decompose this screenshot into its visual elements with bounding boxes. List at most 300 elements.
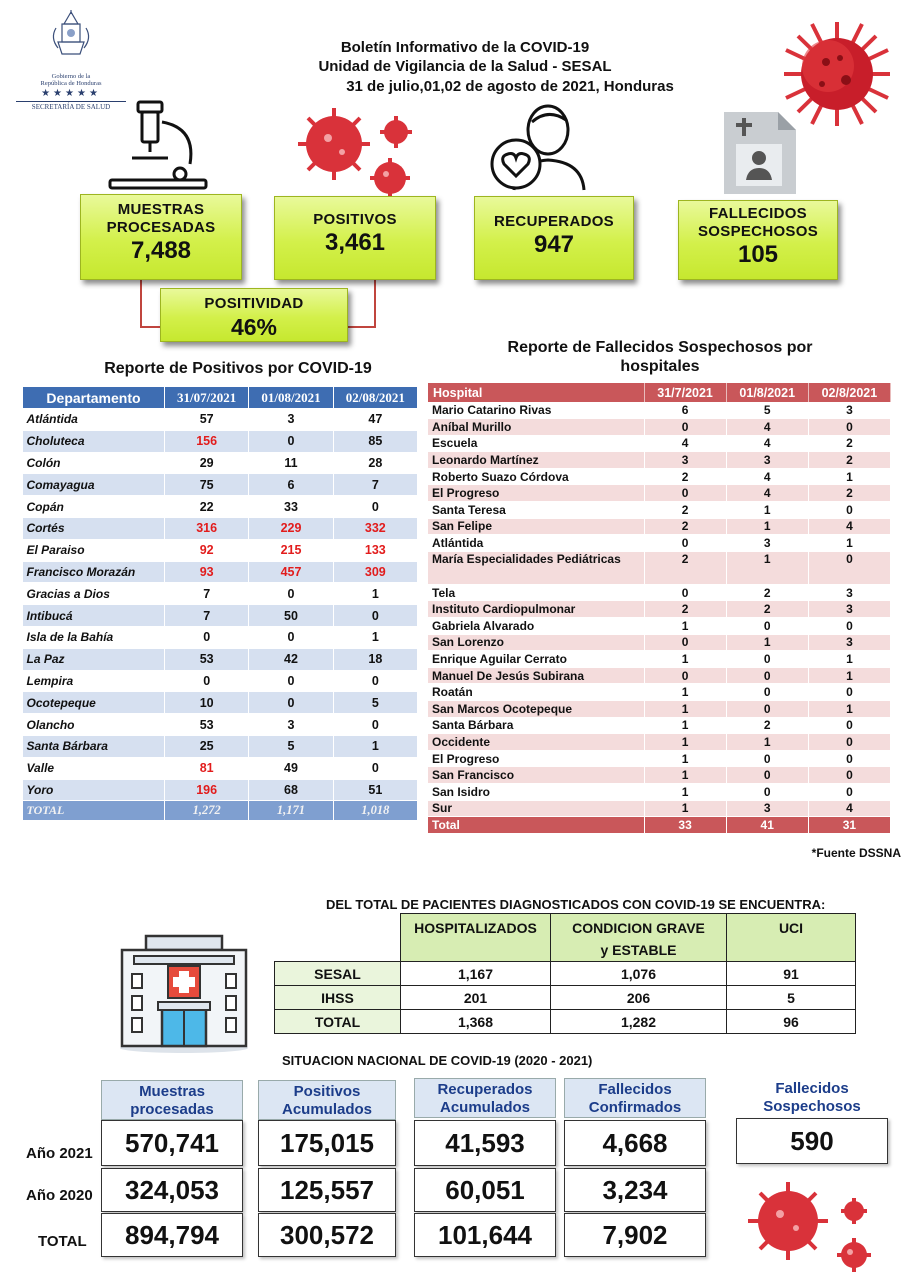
value-cell: 196: [165, 779, 249, 801]
departamento-cell: Atlántida: [23, 409, 165, 431]
value-cell: 1: [726, 734, 808, 751]
microscope-icon: [108, 98, 208, 190]
institution-cell: TOTAL: [275, 1010, 401, 1034]
value-cell: 50: [249, 605, 333, 627]
value-cell: 5: [727, 986, 856, 1010]
situacion-col-header: [564, 1078, 706, 1118]
value-cell: 1,282: [551, 1010, 727, 1034]
muestras-label-2: PROCESADAS: [106, 219, 216, 236]
diag-header-row: [275, 914, 856, 962]
col-date-3: 02/08/2021: [333, 387, 417, 409]
value-cell: 2: [644, 601, 726, 618]
value-cell: 1: [726, 518, 808, 535]
logo-line3: SECRETARÍA DE SALUD: [31, 103, 111, 112]
value-cell: 51: [333, 779, 417, 801]
table-row: [428, 535, 891, 552]
value-cell: 5: [726, 402, 808, 419]
table-row: [428, 419, 891, 436]
value-cell: 2: [726, 584, 808, 601]
total-row: [23, 801, 418, 821]
total-cell: 31: [808, 817, 890, 834]
value-cell: 215: [249, 539, 333, 561]
value-cell: 3: [249, 714, 333, 736]
table-row: [428, 750, 891, 767]
value-cell: 1,167: [401, 962, 551, 986]
value-cell: 332: [333, 517, 417, 539]
value-cell: 3: [726, 800, 808, 817]
value-cell: 18: [333, 648, 417, 670]
situacion-col-header: [101, 1080, 243, 1120]
total-cell: 1,272: [165, 801, 249, 821]
value-cell: 4: [726, 485, 808, 502]
total-cell: 41: [726, 817, 808, 834]
value-cell: 0: [165, 670, 249, 692]
departamento-cell: Comayagua: [23, 474, 165, 496]
value-cell: 4: [808, 518, 890, 535]
value-cell: 91: [727, 962, 856, 986]
departamento-cell: Olancho: [23, 714, 165, 736]
table-row: [428, 783, 891, 800]
fallecidos-title-line2: hospitales: [620, 358, 700, 375]
value-cell: 0: [726, 684, 808, 701]
col-header-line2: Acumulados: [281, 1101, 372, 1118]
situacion-title: SITUACION NACIONAL DE COVID-19 (2020 - 2021): [282, 1053, 593, 1068]
value-cell: 0: [333, 714, 417, 736]
col-header-line1: Fallecidos: [598, 1081, 672, 1098]
value-cell: 0: [249, 670, 333, 692]
value-cell: 68: [249, 779, 333, 801]
fallecidos-value: 105: [737, 241, 779, 268]
hospital-cell: San Lorenzo: [428, 634, 644, 651]
value-cell: 7: [165, 583, 249, 605]
hospital-cell: San Marcos Ocotepeque: [428, 701, 644, 718]
situacion-col-header: [414, 1078, 556, 1118]
table-row: [275, 1010, 856, 1034]
value-cell: 1: [644, 684, 726, 701]
departamento-cell: Intibucá: [23, 605, 165, 627]
table-row: [428, 485, 891, 502]
value-cell: 0: [726, 783, 808, 800]
value-cell: 133: [333, 539, 417, 561]
value-cell: 3: [808, 634, 890, 651]
value-cell: 5: [249, 735, 333, 757]
col-header-line1: Recuperados: [437, 1081, 533, 1098]
table-row: [428, 634, 891, 651]
virus-group-icon: [290, 102, 420, 198]
value-cell: 3: [808, 402, 890, 419]
departamento-cell: Ocotepeque: [23, 692, 165, 714]
value-cell: 3: [808, 601, 890, 618]
value-cell: 28: [333, 452, 417, 474]
hospital-cell: Santa Teresa: [428, 502, 644, 519]
col-date-1: 31/07/2021: [165, 387, 249, 409]
hospital-cell: Atlántida: [428, 535, 644, 552]
table-row: [428, 701, 891, 718]
value-cell: 0: [808, 502, 890, 519]
value-cell: 0: [333, 496, 417, 518]
situacion-value: 3,234: [564, 1168, 706, 1212]
value-cell: 0: [726, 618, 808, 635]
situacion-value: 590: [736, 1118, 888, 1164]
value-cell: 0: [333, 757, 417, 779]
table-row: [23, 757, 418, 779]
value-cell: 7: [333, 474, 417, 496]
table-row: [428, 734, 891, 751]
col-date-2: 01/08/2021: [249, 387, 333, 409]
diagnosticados-title: DEL TOTAL DE PACIENTES DIAGNOSTICADOS CON COVID-19 SE ENCUENTRA:: [326, 897, 826, 912]
value-cell: 4: [726, 435, 808, 452]
value-cell: 0: [808, 618, 890, 635]
table-row: [23, 539, 418, 561]
table-row: [23, 779, 418, 801]
situacion-value: 570,741: [101, 1120, 243, 1166]
bulletin-subtitle: Unidad de Vigilancia de la Salud - SESAL: [318, 58, 612, 75]
table-row: [23, 452, 418, 474]
situacion-col-header: [258, 1080, 396, 1120]
departamento-cell: Choluteca: [23, 430, 165, 452]
situacion-value: 894,794: [101, 1213, 243, 1257]
positivos-header-row: [23, 387, 418, 409]
value-cell: 6: [644, 402, 726, 419]
value-cell: 0: [808, 767, 890, 784]
hospital-cell: El Progreso: [428, 750, 644, 767]
table-row: [428, 452, 891, 469]
value-cell: 49: [249, 757, 333, 779]
hospital-cell: Occidente: [428, 734, 644, 751]
value-cell: 53: [165, 648, 249, 670]
value-cell: 75: [165, 474, 249, 496]
value-cell: 2: [644, 551, 726, 584]
table-row: [428, 618, 891, 635]
value-cell: 0: [808, 717, 890, 734]
situacion-value: 4,668: [564, 1120, 706, 1166]
value-cell: 0: [333, 670, 417, 692]
fallecidos-label-1: FALLECIDOS: [708, 205, 807, 222]
logo-line1: Gobierno de la: [51, 73, 91, 80]
total-label: TOTAL: [23, 801, 165, 821]
value-cell: 316: [165, 517, 249, 539]
departamento-cell: El Paraiso: [23, 539, 165, 561]
table-row: [428, 584, 891, 601]
situacion-row-label: Año 2020: [26, 1187, 93, 1204]
table-row: [23, 583, 418, 605]
value-cell: 156: [165, 430, 249, 452]
hospital-cell: Sur: [428, 800, 644, 817]
value-cell: 1,076: [551, 962, 727, 986]
situacion-col-header: [736, 1078, 888, 1118]
positivos-kpi: [274, 196, 436, 280]
coat-of-arms-icon: [12, 8, 130, 68]
hospital-cell: Instituto Cardiopulmonar: [428, 601, 644, 618]
deceased-record-icon: [722, 110, 798, 196]
col-uci: UCI: [727, 914, 856, 962]
table-row: [428, 767, 891, 784]
value-cell: 1: [644, 651, 726, 668]
value-cell: 2: [644, 468, 726, 485]
table-row: [23, 430, 418, 452]
value-cell: 0: [644, 419, 726, 436]
recuperados-label: RECUPERADOS: [494, 213, 614, 230]
value-cell: 1: [644, 618, 726, 635]
value-cell: 1: [726, 551, 808, 584]
col-header-line2: Sospechosos: [763, 1098, 861, 1115]
value-cell: 93: [165, 561, 249, 583]
value-cell: 22: [165, 496, 249, 518]
col-header-line2: procesadas: [130, 1101, 214, 1118]
value-cell: 1: [808, 651, 890, 668]
table-row: [23, 735, 418, 757]
col-header-line2: Acumulados: [439, 1099, 530, 1116]
diagnosticados-table: [274, 913, 856, 1034]
table-row: [428, 518, 891, 535]
fallecidos-table: [428, 383, 891, 834]
col-header-line2: Confirmados: [588, 1099, 682, 1116]
table-row: [428, 800, 891, 817]
value-cell: 0: [808, 419, 890, 436]
positivos-label: POSITIVOS: [313, 211, 397, 228]
table-row: [428, 468, 891, 485]
table-row: [23, 670, 418, 692]
departamento-cell: Gracias a Dios: [23, 583, 165, 605]
value-cell: 1: [333, 626, 417, 648]
value-cell: 0: [808, 783, 890, 800]
value-cell: 0: [808, 734, 890, 751]
value-cell: 0: [249, 430, 333, 452]
value-cell: 2: [644, 502, 726, 519]
hospital-cell: Gabriela Alvarado: [428, 618, 644, 635]
hospital-cell: Aníbal Murillo: [428, 419, 644, 436]
fallecidos-sospechosos-kpi: [678, 200, 838, 280]
value-cell: 85: [333, 430, 417, 452]
value-cell: 0: [644, 584, 726, 601]
institution-cell: IHSS: [275, 986, 401, 1010]
departamento-cell: Lempira: [23, 670, 165, 692]
situacion-value: 125,557: [258, 1168, 396, 1212]
table-row: [23, 517, 418, 539]
value-cell: 1: [644, 783, 726, 800]
positividad-label: POSITIVIDAD: [204, 295, 304, 312]
departamento-cell: Isla de la Bahía: [23, 626, 165, 648]
hospital-cell: San Francisco: [428, 767, 644, 784]
table-row: [23, 605, 418, 627]
situacion-value: 101,644: [414, 1213, 556, 1257]
situacion-value: 60,051: [414, 1168, 556, 1212]
table-row: [23, 496, 418, 518]
value-cell: 0: [333, 605, 417, 627]
table-row: [428, 551, 891, 584]
value-cell: 1: [644, 734, 726, 751]
positivos-table-title: Reporte de Positivos por COVID-19: [104, 360, 372, 377]
value-cell: 0: [644, 535, 726, 552]
total-cell: 33: [644, 817, 726, 834]
col-hospitalizados: HOSPITALIZADOS: [401, 914, 551, 962]
virus-bottom-icon: [742, 1176, 882, 1276]
hospital-cell: Roatán: [428, 684, 644, 701]
hospital-cell: El Progreso: [428, 485, 644, 502]
value-cell: 0: [249, 583, 333, 605]
value-cell: 0: [165, 626, 249, 648]
fallecidos-table-title: [470, 338, 850, 376]
value-cell: 42: [249, 648, 333, 670]
col-condicion: [551, 914, 727, 962]
value-cell: 92: [165, 539, 249, 561]
situacion-value: 300,572: [258, 1213, 396, 1257]
value-cell: 1: [644, 750, 726, 767]
logo-stars: ★★★★★: [41, 87, 101, 99]
value-cell: 47: [333, 409, 417, 431]
value-cell: 10: [165, 692, 249, 714]
hospital-cell: Tela: [428, 584, 644, 601]
value-cell: 96: [727, 1010, 856, 1034]
value-cell: 0: [249, 626, 333, 648]
hospital-cell: Manuel De Jesús Subirana: [428, 667, 644, 684]
situacion-row-label: TOTAL: [38, 1233, 87, 1250]
fallecidos-title-line1: Reporte de Fallecidos Sospechosos por: [507, 339, 813, 356]
fallecidos-header-row: [428, 383, 891, 402]
value-cell: 2: [726, 601, 808, 618]
departamento-cell: Yoro: [23, 779, 165, 801]
value-cell: 1: [644, 767, 726, 784]
hospital-cell: Escuela: [428, 435, 644, 452]
value-cell: 2: [808, 452, 890, 469]
col-condicion-line1: CONDICION GRAVE: [572, 920, 705, 936]
hospital-cell: San Felipe: [428, 518, 644, 535]
value-cell: 81: [165, 757, 249, 779]
hospital-icon: [116, 932, 252, 1054]
situacion-value: 41,593: [414, 1120, 556, 1166]
value-cell: 4: [808, 800, 890, 817]
table-row: [428, 601, 891, 618]
value-cell: 206: [551, 986, 727, 1010]
value-cell: 2: [808, 485, 890, 502]
value-cell: 1: [808, 535, 890, 552]
value-cell: 0: [808, 684, 890, 701]
value-cell: 0: [726, 701, 808, 718]
total-cell: 1,018: [333, 801, 417, 821]
value-cell: 1: [726, 634, 808, 651]
value-cell: 0: [644, 485, 726, 502]
value-cell: 2: [726, 717, 808, 734]
fuente-note: *Fuente DSSNA: [811, 846, 901, 860]
value-cell: 6: [249, 474, 333, 496]
value-cell: 2: [644, 518, 726, 535]
hospital-cell: María Especialidades Pediátricas: [428, 551, 644, 584]
hospital-cell: Enrique Aguilar Cerrato: [428, 651, 644, 668]
value-cell: 25: [165, 735, 249, 757]
table-row: [428, 435, 891, 452]
table-row: [23, 626, 418, 648]
table-row: [428, 667, 891, 684]
col-fdate-1: 31/7/2021: [644, 383, 726, 402]
table-row: [23, 714, 418, 736]
total-cell: 1,171: [249, 801, 333, 821]
value-cell: 3: [644, 452, 726, 469]
table-row: [428, 651, 891, 668]
col-departamento: Departamento: [23, 387, 165, 409]
positivos-value: 3,461: [324, 229, 386, 256]
value-cell: 0: [726, 651, 808, 668]
value-cell: 0: [644, 634, 726, 651]
value-cell: 1: [726, 502, 808, 519]
bulletin-date: 31 de julio,01,02 de agosto de 2021, Honduras: [346, 78, 674, 95]
total-row: [428, 817, 891, 834]
table-row: [275, 962, 856, 986]
departamento-cell: Cortés: [23, 517, 165, 539]
situacion-value: 7,902: [564, 1213, 706, 1257]
value-cell: 0: [249, 692, 333, 714]
recuperados-kpi: [474, 196, 634, 280]
value-cell: 3: [726, 452, 808, 469]
value-cell: 29: [165, 452, 249, 474]
col-fdate-3: 02/8/2021: [808, 383, 890, 402]
value-cell: 0: [808, 750, 890, 767]
col-condicion-line2: y ESTABLE: [600, 942, 677, 958]
hospital-cell: Leonardo Martínez: [428, 452, 644, 469]
value-cell: 0: [726, 767, 808, 784]
col-hospital: Hospital: [428, 383, 644, 402]
total-label: Total: [428, 817, 644, 834]
value-cell: 1: [333, 583, 417, 605]
value-cell: 1: [644, 800, 726, 817]
bulletin-title: Boletín Informativo de la COVID-19: [340, 39, 590, 56]
value-cell: 4: [726, 468, 808, 485]
col-header-line1: Muestras: [139, 1083, 205, 1100]
positivos-table: [22, 386, 418, 821]
table-row: [428, 717, 891, 734]
secretaria-salud-logo: [12, 8, 130, 112]
situacion-row-label: Año 2021: [26, 1145, 93, 1162]
value-cell: 11: [249, 452, 333, 474]
departamento-cell: Santa Bárbara: [23, 735, 165, 757]
recovered-person-icon: [486, 100, 606, 192]
value-cell: 53: [165, 714, 249, 736]
departamento-cell: Copán: [23, 496, 165, 518]
departamento-cell: Francisco Morazán: [23, 561, 165, 583]
value-cell: 57: [165, 409, 249, 431]
value-cell: 1: [644, 701, 726, 718]
hospital-cell: San Isidro: [428, 783, 644, 800]
situacion-value: 324,053: [101, 1168, 243, 1212]
col-header-line1: Fallecidos: [775, 1080, 849, 1097]
value-cell: 0: [644, 667, 726, 684]
value-cell: 309: [333, 561, 417, 583]
table-row: [428, 402, 891, 419]
hospital-cell: Mario Catarino Rivas: [428, 402, 644, 419]
value-cell: 1: [333, 735, 417, 757]
table-row: [23, 648, 418, 670]
value-cell: 1: [808, 468, 890, 485]
value-cell: 33: [249, 496, 333, 518]
logo-line2: República de Honduras: [40, 80, 102, 88]
value-cell: 1: [808, 667, 890, 684]
value-cell: 201: [401, 986, 551, 1010]
muestras-value: 7,488: [130, 237, 192, 264]
value-cell: 0: [726, 750, 808, 767]
positividad-kpi: [160, 288, 348, 342]
value-cell: 3: [808, 584, 890, 601]
value-cell: 229: [249, 517, 333, 539]
table-row: [275, 986, 856, 1010]
value-cell: 457: [249, 561, 333, 583]
table-row: [23, 474, 418, 496]
hospital-cell: Roberto Suazo Córdova: [428, 468, 644, 485]
muestras-procesadas-kpi: [80, 194, 242, 280]
departamento-cell: Valle: [23, 757, 165, 779]
value-cell: 5: [333, 692, 417, 714]
col-fdate-2: 01/8/2021: [726, 383, 808, 402]
positividad-value: 46%: [230, 314, 278, 340]
value-cell: 1: [644, 717, 726, 734]
